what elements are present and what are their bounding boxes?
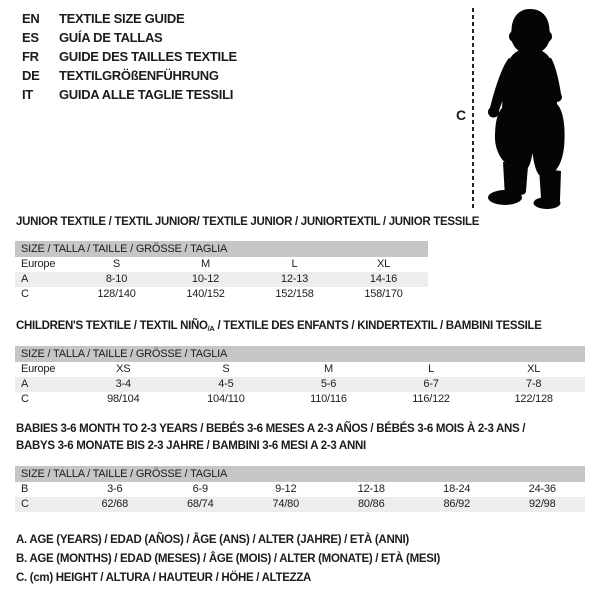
months-cell: 24-36 [528, 483, 556, 495]
baby-silhouette-icon [483, 4, 595, 210]
language-row-es [22, 28, 237, 47]
months-cell: 9-12 [275, 483, 297, 495]
height-cell: 152/158 [275, 288, 314, 300]
height-cell: 116/122 [412, 393, 450, 405]
babies-height-row [15, 497, 585, 512]
junior-europe-row [15, 257, 428, 272]
language-row-en [22, 9, 237, 28]
guide-title-fr: GUIDE DES TAILLES TEXTILE [59, 49, 237, 64]
language-row-de [22, 66, 237, 85]
size-cell: S [112, 258, 121, 270]
language-code: EN [22, 11, 40, 26]
row-label: Europe [21, 258, 56, 270]
height-cell: 140/152 [186, 288, 225, 300]
months-cell: 6-9 [192, 483, 208, 495]
babies-section-title-line2: BABYS 3-6 MONATE BIS 2-3 JAHRE / BAMBINI 3-6 MESI A 2-3 ANNI [16, 440, 366, 452]
row-label: Europe [21, 363, 56, 375]
age-cell: 5-6 [320, 378, 337, 390]
age-cell: 4-5 [218, 378, 234, 390]
age-cell: 8-10 [105, 273, 128, 285]
guide-title-en: TEXTILE SIZE GUIDE [59, 11, 185, 26]
age-cell: 6-7 [423, 378, 439, 390]
language-row-fr [22, 47, 237, 66]
note-height-cm: C. (cm) HEIGHT / ALTURA / HAUTEUR / HÖHE / ALTEZZA [16, 572, 312, 584]
height-cell: 104/110 [207, 393, 245, 405]
language-row-it [22, 85, 237, 104]
children-size-table [15, 346, 585, 407]
children-europe-row [15, 362, 585, 377]
junior-size-header-bar: SIZE / TALLA / TAILLE / GRÖSSE / TAGLIA [15, 241, 428, 257]
height-cell: 92/98 [528, 498, 556, 510]
size-cell: L [291, 258, 298, 270]
guide-title-de: TEXTILGRÖßENFÜHRUNG [59, 68, 219, 83]
height-cell: 62/68 [101, 498, 129, 510]
height-cell: 74/80 [272, 498, 300, 510]
size-cell: L [428, 363, 435, 375]
row-label: C [21, 288, 29, 300]
junior-height-row [15, 287, 428, 302]
children-size-header-bar: SIZE / TALLA / TAILLE / GRÖSSE / TAGLIA [15, 346, 585, 362]
language-code: IT [22, 87, 33, 102]
language-code: DE [22, 68, 40, 83]
age-cell: 12-13 [280, 273, 309, 285]
height-measure-label: C [456, 107, 467, 123]
note-age-months: B. AGE (MONTHS) / EDAD (MESES) / ÂGE (MOIS) / ALTER (MONATE) / ETÀ (MESI) [16, 553, 441, 565]
age-cell: 3-4 [115, 378, 131, 390]
age-cell: 7-8 [526, 378, 542, 390]
age-cell: 14-16 [369, 273, 398, 285]
months-cell: 3-6 [107, 483, 123, 495]
height-cell: 128/140 [97, 288, 136, 300]
children-height-row [15, 392, 585, 407]
height-cell: 110/116 [310, 393, 347, 405]
row-label: A [21, 378, 29, 390]
row-label: A [21, 273, 29, 285]
height-cell: 158/170 [364, 288, 403, 300]
language-title-list [22, 9, 237, 104]
height-cell: 122/128 [514, 393, 553, 405]
note-age-years: A. AGE (YEARS) / EDAD (AÑOS) / ÂGE (ANS) / ALTER (JAHRE) / ETÀ (ANNI) [16, 534, 409, 546]
size-cell: XL [376, 258, 391, 270]
children-section-title [16, 320, 542, 333]
months-cell: 18-24 [443, 483, 471, 495]
children-title-subscript: /A [207, 324, 215, 333]
size-cell: M [324, 363, 333, 375]
children-age-row [15, 377, 585, 392]
height-cell: 98/104 [107, 393, 140, 405]
babies-section-title-line1: BABIES 3-6 MONTH TO 2-3 YEARS / BEBÉS 3-6 MESES A 2-3 AÑOS / BÉBÉS 3-6 MOIS À 2-3 ANS / [16, 423, 526, 435]
junior-size-table [15, 241, 428, 302]
size-cell: M [201, 258, 210, 270]
junior-section-title: JUNIOR TEXTILE / TEXTIL JUNIOR/ TEXTILE JUNIOR / JUNIORTEXTIL / JUNIOR TESSILE [16, 216, 480, 228]
children-title-suffix: / TEXTILE DES ENFANTS / KINDERTEXTIL / BAMBINI TESSILE [214, 320, 542, 332]
legend-notes [16, 531, 440, 588]
height-measure-line [472, 8, 474, 208]
height-cell: 86/92 [443, 498, 471, 510]
age-cell: 10-12 [191, 273, 220, 285]
row-label: B [21, 483, 29, 495]
children-title-prefix: CHILDREN'S TEXTILE / TEXTIL NIÑO [16, 320, 208, 332]
guide-title-es: GUÍA DE TALLAS [59, 30, 163, 45]
guide-title-it: GUIDA ALLE TAGLIE TESSILI [59, 87, 234, 102]
row-label: C [21, 498, 29, 510]
junior-age-row [15, 272, 428, 287]
language-code: ES [22, 30, 39, 45]
months-cell: 12-18 [357, 483, 385, 495]
row-label: C [21, 393, 29, 405]
size-cell: XL [527, 363, 541, 375]
size-cell: S [222, 363, 230, 375]
babies-size-table [15, 466, 585, 512]
babies-months-row [15, 482, 585, 497]
height-cell: 68/74 [186, 498, 214, 510]
language-code: FR [22, 49, 39, 64]
height-cell: 80/86 [357, 498, 385, 510]
babies-size-header-bar: SIZE / TALLA / TAILLE / GRÖSSE / TAGLIA [15, 466, 585, 482]
size-cell: XS [116, 363, 131, 375]
